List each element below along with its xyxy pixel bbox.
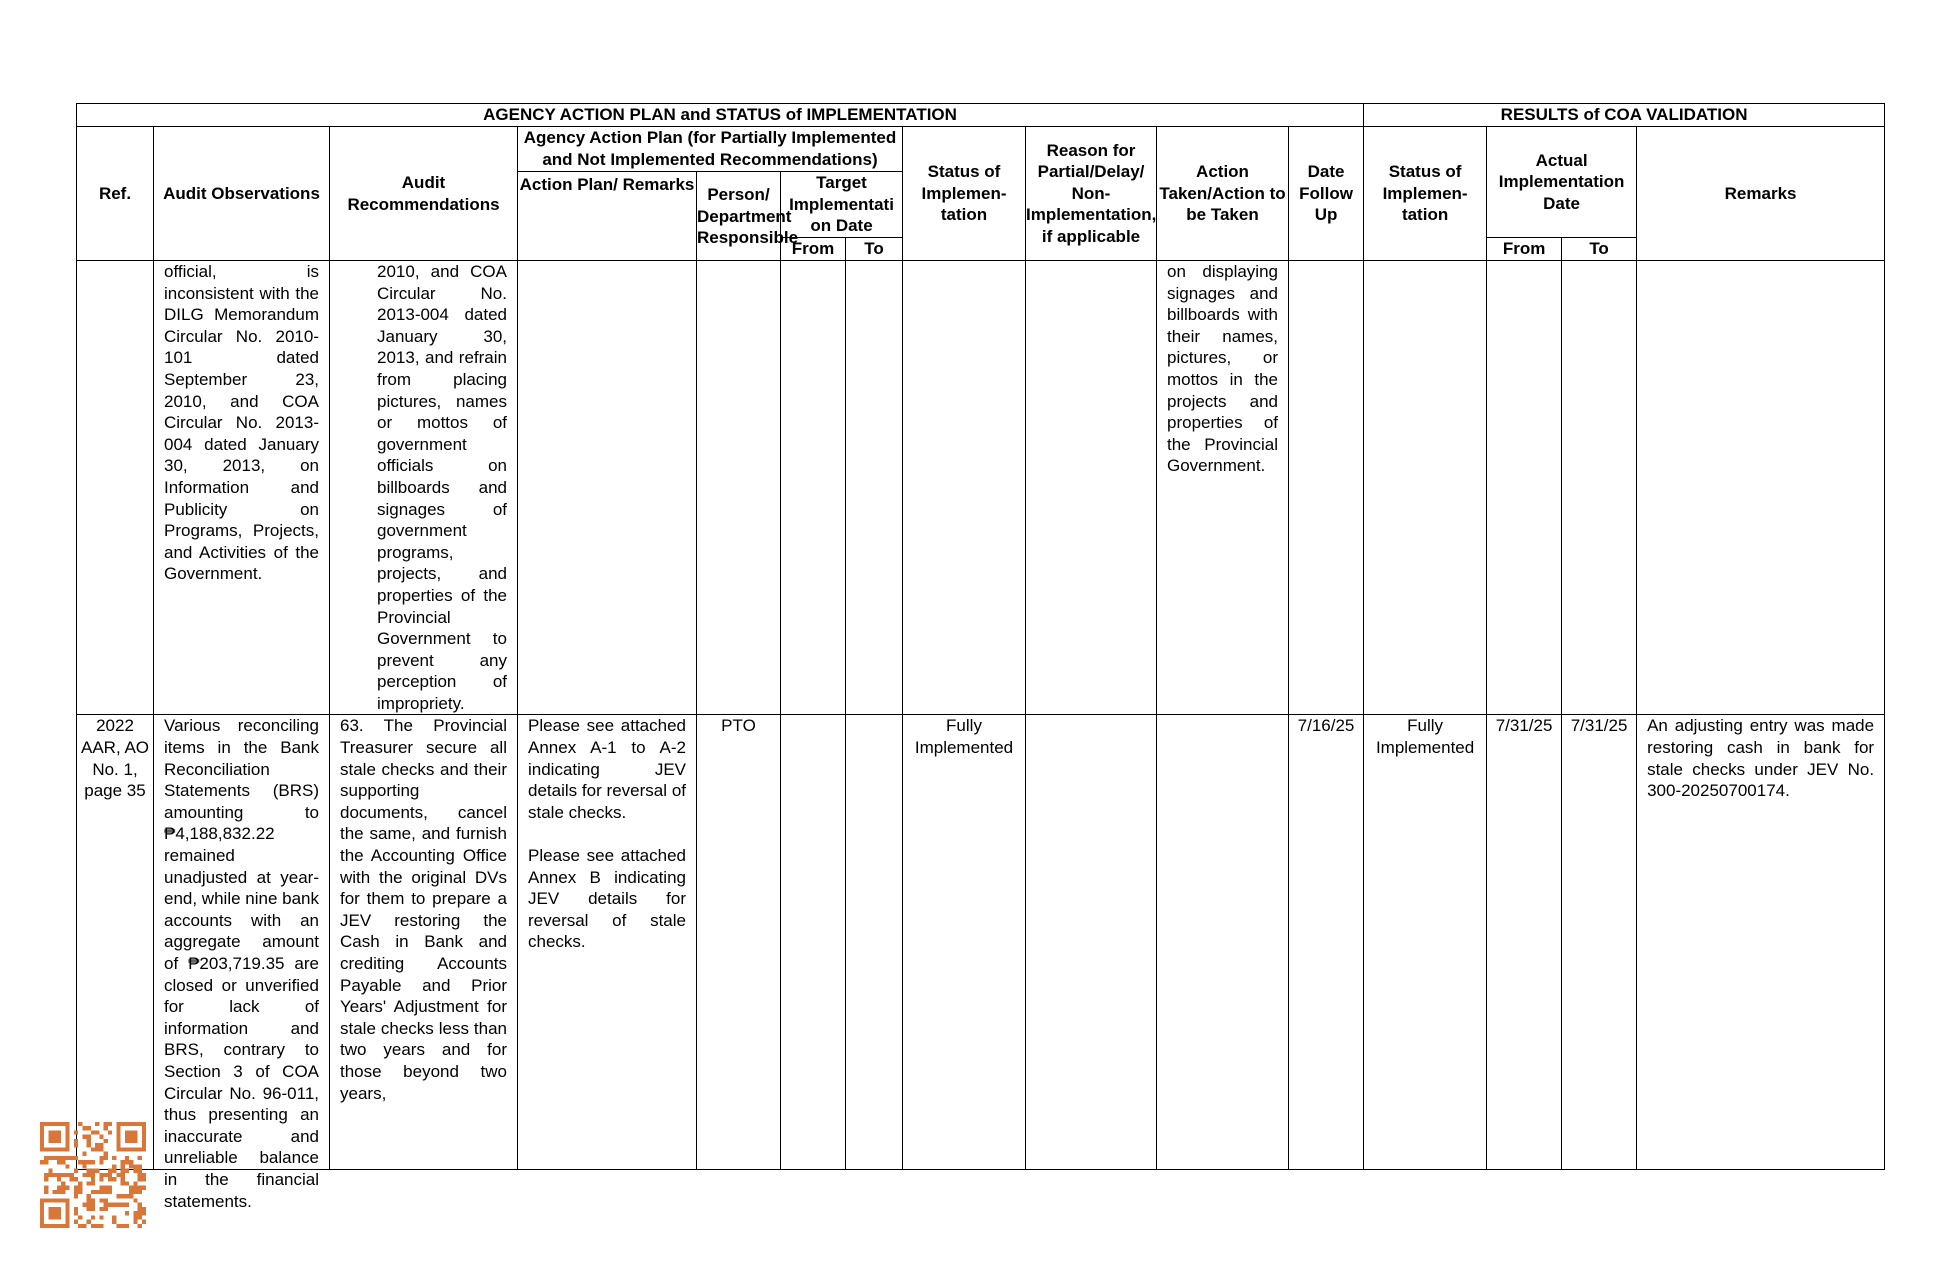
- section-title-coa: RESULTS of COA VALIDATION: [1364, 104, 1885, 127]
- row-target-to: [846, 261, 903, 715]
- row-ref: 2022 AAR, AO No. 1, page 35: [80, 716, 150, 801]
- row-action-taken: on displaying signages and billboards with their names, pictures, or mottos in the projects and properties of the Provincial Government.: [1157, 261, 1289, 715]
- header-target-from: From: [781, 238, 846, 261]
- row-remarks: [1637, 261, 1885, 715]
- table-row: [77, 715, 1885, 1170]
- section-title-agency: AGENCY ACTION PLAN and STATUS of IMPLEMENTATION: [77, 104, 1364, 127]
- header-audit-observations: Audit Observations: [154, 127, 330, 261]
- header-reason: Reason for Partial/Delay/ Non- Implementation, if applicable: [1026, 127, 1157, 261]
- header-actual-to: To: [1562, 238, 1637, 261]
- header-remarks: Remarks: [1637, 127, 1885, 261]
- row-reason: [1026, 261, 1157, 715]
- header-actual-from: From: [1487, 238, 1562, 261]
- row-remarks: An adjusting entry was made restoring cash in bank for stale checks under JEV No. 300-20250700174.: [1637, 715, 1885, 1170]
- row-actual-from: [1487, 261, 1562, 715]
- row-actual-from: 7/31/25: [1487, 715, 1562, 1170]
- row-follow-up: [1289, 261, 1364, 715]
- header-audit-recommendations: Audit Recommendations: [330, 127, 518, 261]
- row-reason: [1026, 715, 1157, 1170]
- table-row: [77, 261, 1885, 715]
- qr-code: [40, 1122, 146, 1228]
- header-agency-action-plan: Agency Action Plan (for Partially Implemented and Not Implemented Recommendations): [518, 127, 903, 172]
- row-target-from: [781, 715, 846, 1170]
- row-status: [903, 261, 1026, 715]
- action-plan-table: [76, 103, 1885, 1211]
- row-ref: [87, 261, 143, 692]
- header-ref: Ref.: [77, 127, 154, 261]
- header-action-taken: Action Taken/Action to be Taken: [1157, 127, 1289, 261]
- row-follow-up: 7/16/25: [1289, 715, 1364, 1170]
- row-recommendation: 63. The Provincial Treasurer secure all stale checks and their supporting documents, cancel the same, and furnish the Accounting Office with the original DVs for them to prepare a JEV restoring the Cash in Bank and crediting Accounts Payable and Prior Years' Adjustment for stale checks less than two years and for those beyond two years,: [340, 716, 507, 1103]
- header-status-agency: Status of Implemen- tation: [903, 127, 1026, 261]
- row-actual-to: [1562, 261, 1637, 715]
- row-target-to: [846, 715, 903, 1170]
- row-actual-to: 7/31/25: [1562, 715, 1637, 1170]
- row-action-taken: [1157, 715, 1289, 1170]
- row-action-plan-2: Please see attached Annex B indicating JEV details for reversal of stale checks.: [528, 846, 686, 952]
- row-coa-status: [1364, 261, 1487, 715]
- header-person-responsible: Person/ Department Responsible: [697, 172, 781, 261]
- header-target-to: To: [846, 238, 903, 261]
- row-person: [697, 261, 781, 715]
- header-action-plan-remarks: Action Plan/ Remarks: [518, 172, 697, 261]
- row-person: PTO: [697, 715, 781, 1170]
- header-date-follow-up: Date Follow Up: [1289, 127, 1364, 261]
- row-status: Fully Implemented: [903, 715, 1026, 1170]
- header-target-date: Target Implementati on Date: [781, 172, 903, 238]
- row-recommendation: 2010, and COA Circular No. 2013-004 dated January 30, 2013, and refrain from placing pictures, names or mottos of government officials on billboards and signages of government programs, projects, and properties of the Provincial Government to prevent any perception of impropriety.: [330, 261, 518, 715]
- row-action-plan: [518, 261, 697, 715]
- row-target-from: [781, 261, 846, 715]
- row-action-plan-1: Please see attached Annex A-1 to A-2 indicating JEV details for reversal of stale checks.: [528, 716, 686, 822]
- header-status-coa: Status of Implemen- tation: [1364, 127, 1487, 261]
- header-actual-date: Actual Implementation Date: [1487, 127, 1637, 238]
- row-coa-status: Fully Implemented: [1364, 715, 1487, 1170]
- row-observation: official, is inconsistent with the DILG Memorandum Circular No. 2010-101 dated September 23, 2010, and COA Circular No. 2013-004 dated January 30, 2013, on Information and Publicity on Programs, Projects, and Activities of the Government.: [154, 261, 330, 715]
- row-observation: Various reconciling items in the Bank Reconciliation Statements (BRS) amounting to ₱4,188,832.22 remained unadjusted at year-end, while nine bank accounts with an aggregate amount of ₱203,719.35 are closed or unverified for lack of information and BRS, contrary to Section 3 of COA Circular No. 96-011, thus presenting an inaccurate and unreliable balance in the financial statements.: [164, 716, 320, 1211]
